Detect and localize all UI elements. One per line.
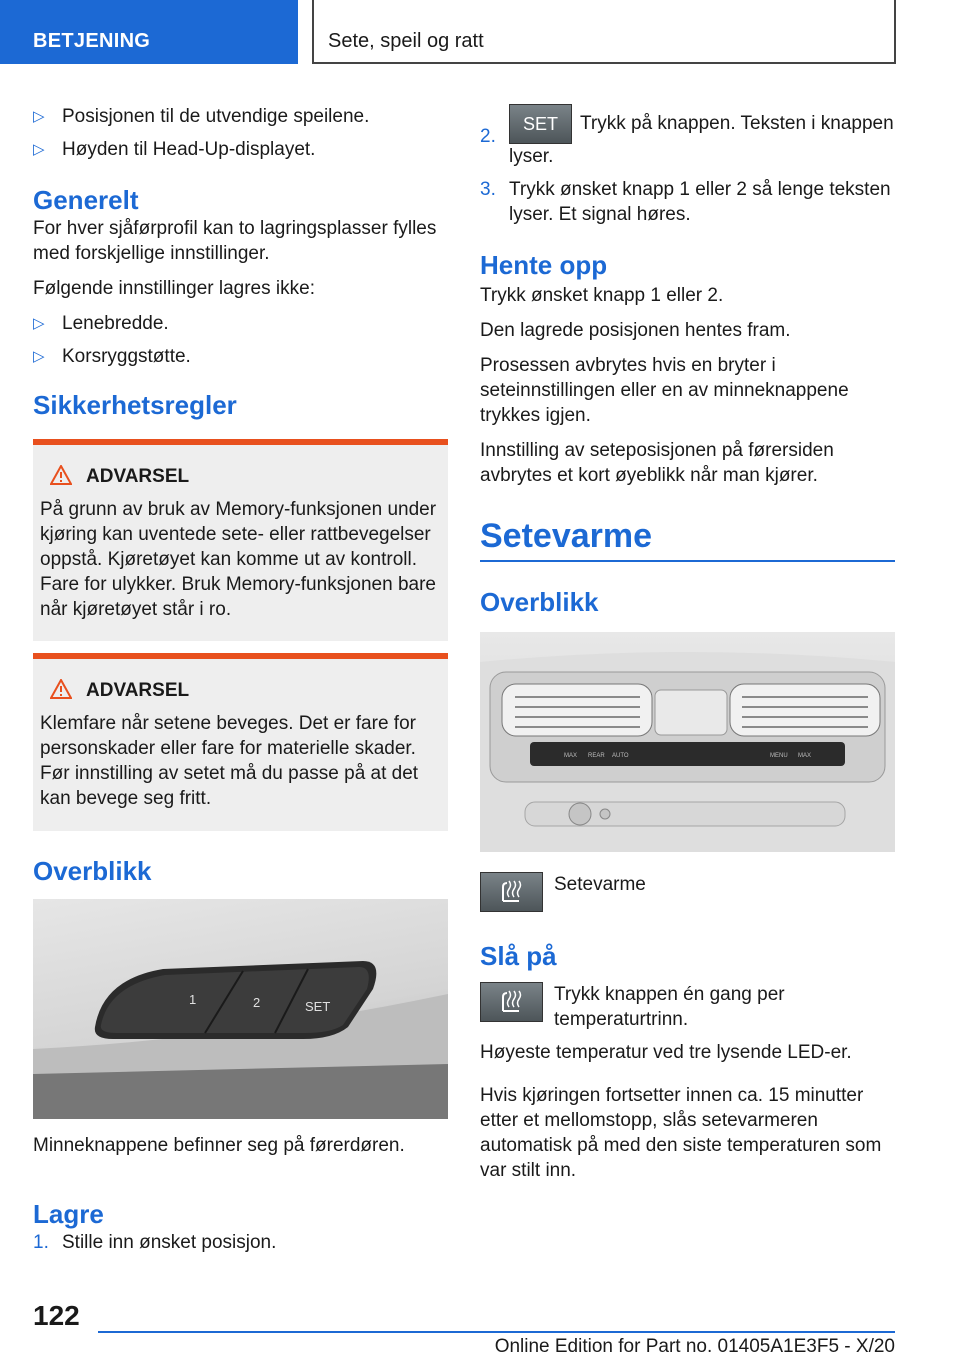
panel-label-auto: AUTO [612,753,629,759]
warning-box [33,439,448,641]
list-item: ▷ Lenebredde. [33,313,169,334]
paragraph: Følgende innstillinger lagres ikke: [33,278,315,299]
warning-triangle-icon [50,679,72,699]
set-button-icon: SET [509,104,572,144]
section-tab: BETJENING [0,0,298,64]
warning-title: ADVARSEL [40,679,438,703]
list-item: ▷ Posisjonen til de utvendige speilene. [33,106,370,127]
heading-lagre: Lagre [33,1199,104,1229]
paragraph: For hver sjåførprofil kan to lagringsplasser fylles med forskjellige innstillinger. [33,218,437,264]
paragraph: Innstilling av seteposisjonen på førersiden avbrytes et kort øyeblikk når man kjører. [480,440,834,486]
panel-label-rear: REAR [588,753,605,759]
memory-buttons-photo [33,899,448,1119]
left-column [33,104,448,1263]
bullet-triangle-icon: ▷ [33,348,45,365]
edition-note: Online Edition for Part no. 01405A1E3F5 - X/20 [494,1336,895,1357]
panel-label-max: MAX [564,753,578,759]
warning-text: Klemfare når setene beveges. Det er fare for personskader eller fare for materielle skader. Før innstilling av setet må du passe på at det kan bevege seg fritt. [40,713,419,809]
seat-heating-icon [480,982,543,1022]
warning-title: ADVARSEL [40,465,438,489]
center-console-photo [480,632,895,852]
heading-overblikk: Overblikk [33,856,152,886]
paragraph: Trykk ønsket knapp 1 eller 2. [480,285,724,306]
list-item: ▷ Høyden til Head-Up-displayet. [33,139,316,160]
heading-hente-opp: Hente opp [480,250,608,280]
paragraph: Hvis kjøringen fortsetter innen ca. 15 minutter etter et mellomstopp, slås setevarmeren automatisk på med den siste temperaturen som var stilt inn. [480,1085,882,1181]
warning-triangle-icon [50,465,72,485]
icon-row-setevarme: Setevarme [480,872,895,914]
heading-sikkerhetsregler: Sikkerhetsregler [33,390,237,420]
image-caption: Minneknappene befinner seg på førerdøren. [33,1135,405,1156]
heading-setevarme: Setevarme [480,514,895,562]
right-column [480,104,895,1193]
list-item: 2. SET Trykk på knappen. Teksten i knappen lyser. [480,104,895,169]
chapter-title: Sete, speil og ratt [312,0,896,64]
warning-box [33,653,448,831]
warning-text: På grunn av bruk av Memory-funksjonen under kjøring kan uventede sete- eller rattbevegelser oppstå. Kjøretøyet kan komme ut av kontroll. Fare for ulykker. Bruk Memory-funksjonen bare når kjøretøyet står i ro. [40,499,437,620]
heading-generelt: Generelt [33,185,139,215]
bullet-triangle-icon: ▷ [33,315,45,332]
list-item: 1. Stille inn ønsket posisjon. [33,1232,277,1253]
panel-label-menu: MENU [770,753,788,759]
footer-rule [98,1331,895,1333]
panel-label-max-ac: MAX [798,753,812,759]
memory-button-set: SET [305,999,331,1014]
memory-button-2: 2 [253,995,261,1010]
paragraph: Prosessen avbrytes hvis en bryter i seteinnstillingen eller en av minneknappene trykkes igjen. [480,355,849,426]
page-number: 122 [33,1300,80,1331]
list-item: 3. Trykk ønsket knapp 1 eller 2 så lenge teksten lyser. Et signal høres. [480,179,891,225]
seat-heating-icon [480,872,543,912]
heading-sla-pa: Slå på [480,941,557,971]
paragraph: Høyeste temperatur ved tre lysende LED-er. [480,1042,852,1063]
icon-row-sla-pa: Trykk knappen én gang per temperaturtrinn. [480,982,895,1032]
bullet-triangle-icon: ▷ [33,141,45,158]
paragraph: Den lagrede posisjonen hentes fram. [480,320,791,341]
bullet-triangle-icon: ▷ [33,108,45,125]
memory-button-1: 1 [189,992,197,1007]
heading-overblikk-right: Overblikk [480,587,599,617]
list-item: ▷ Korsryggstøtte. [33,346,191,367]
